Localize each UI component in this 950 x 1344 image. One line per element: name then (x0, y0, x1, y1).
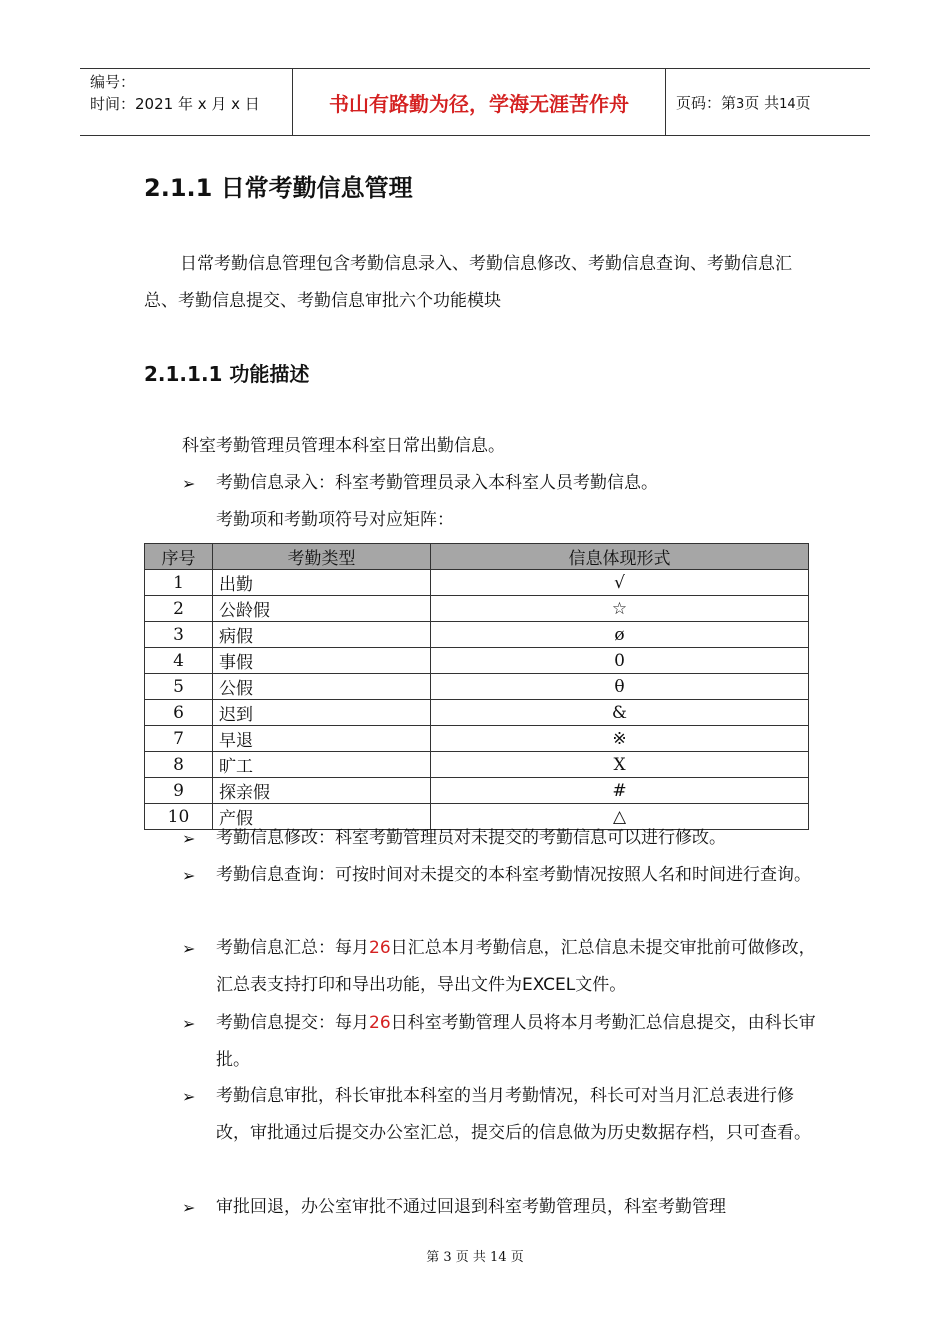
row-no: 1 (145, 570, 213, 596)
matrix-row (145, 752, 809, 778)
doc-time-label: 时间：2021 年 x 月 x 日 (90, 95, 260, 113)
bullet-text-part: 日科室考勤管理人员将本月考勤汇总信息提交，由科长审批。 (216, 1013, 816, 1070)
row-type: 公假 (213, 674, 431, 700)
matrix-row (145, 622, 809, 648)
bullet-rollback (182, 1189, 822, 1226)
submit-day: 26 (369, 1013, 391, 1033)
row-no: 7 (145, 726, 213, 752)
sub-heading: 2.1.1.1 功能描述 (144, 362, 310, 386)
row-symbol: θ (431, 674, 809, 700)
row-type: 事假 (213, 648, 431, 674)
matrix-row (145, 596, 809, 622)
description-paragraph: 科室考勤管理员管理本科室日常出勤信息。 (182, 436, 505, 456)
matrix-row (145, 700, 809, 726)
bullet-text: 审批回退，办公室审批不通过回退到科室考勤管理员，科室考勤管理 (216, 1197, 726, 1217)
row-symbol: √ (431, 570, 809, 596)
page-total: 14 (779, 96, 796, 112)
bullet-text-part: 考勤信息提交：每月 (216, 1013, 369, 1033)
page-suffix: 页 (795, 93, 811, 112)
bullet-entry (182, 465, 822, 502)
page-prefix: 页码：第 (676, 93, 737, 112)
row-type: 公龄假 (213, 596, 431, 622)
matrix-header-type: 考勤类型 (213, 544, 431, 570)
bullet-text-part: 考勤信息汇总：每月 (216, 938, 369, 958)
arrow-bullet-icon: ➢ (182, 1014, 196, 1033)
bullet-text-part: 日汇总本月考勤信息，汇总信息未提交审批前可做修改，汇总表支持打印和导出功能，导出文件为 (216, 938, 816, 995)
row-type: 产假 (213, 804, 431, 830)
bullet-text: 考勤信息修改：科室考勤管理员对未提交的考勤信息可以进行修改。 (216, 828, 726, 848)
matrix-row (145, 778, 809, 804)
row-symbol: ø (431, 622, 809, 648)
attendance-symbol-matrix (144, 543, 809, 830)
intro-paragraph: 日常考勤信息管理包含考勤信息录入、考勤信息修改、考勤信息查询、考勤信息汇总、考勤信息提交、考勤信息审批六个功能模块 (144, 254, 792, 311)
matrix-header-symbol: 信息体现形式 (431, 544, 809, 570)
row-no: 10 (145, 804, 213, 830)
arrow-bullet-icon: ➢ (182, 829, 196, 848)
row-no: 2 (145, 596, 213, 622)
row-no: 9 (145, 778, 213, 804)
page-footer: 第 3 页 共 14 页 (426, 1250, 524, 1265)
header-motto: 书山有路勤为径，学海无涯苦作舟 (293, 69, 666, 136)
section-heading: 2.1.1 日常考勤信息管理 (144, 174, 413, 202)
bullet-text: 考勤信息查询：可按时间对未提交的本科室考勤情况按照人名和时间进行查询。 (216, 865, 811, 885)
summary-day: 26 (369, 938, 391, 958)
bullet-text (216, 1005, 822, 1079)
row-type: 出勤 (213, 570, 431, 596)
excel-label: EXCEL (522, 975, 576, 995)
matrix-row (145, 726, 809, 752)
row-no: 6 (145, 700, 213, 726)
matrix-header-row (145, 544, 809, 570)
row-type: 旷工 (213, 752, 431, 778)
row-type: 迟到 (213, 700, 431, 726)
arrow-bullet-icon: ➢ (182, 1087, 196, 1106)
page-number: 3 (736, 96, 745, 112)
matrix-row (145, 570, 809, 596)
matrix-row (145, 674, 809, 700)
bullet-text: 考勤信息审批，科长审批本科室的当月考勤情况，科长可对当月汇总表进行修改，审批通过后提交办公室汇总，提交后的信息做为历史数据存档，只可查看。 (216, 1086, 811, 1143)
arrow-bullet-icon: ➢ (182, 474, 196, 493)
header-page-info (666, 69, 871, 136)
arrow-bullet-icon: ➢ (182, 939, 196, 958)
row-symbol: & (431, 700, 809, 726)
matrix-header-no: 序号 (145, 544, 213, 570)
bullet-summary (182, 930, 822, 1004)
row-symbol: ☆ (431, 596, 809, 622)
row-symbol: 0 (431, 648, 809, 674)
row-symbol: △ (431, 804, 809, 830)
matrix-row (145, 648, 809, 674)
row-no: 5 (145, 674, 213, 700)
row-type: 病假 (213, 622, 431, 648)
header-meta (80, 69, 293, 136)
bullet-query (182, 857, 822, 894)
row-type: 探亲假 (213, 778, 431, 804)
arrow-bullet-icon: ➢ (182, 1198, 196, 1217)
page-mid: 页 共 (744, 93, 780, 112)
bullet-modify (182, 820, 822, 857)
page-header (80, 68, 870, 136)
doc-code-label: 编号： (90, 73, 136, 91)
bullet-approve (182, 1078, 822, 1152)
row-no: 8 (145, 752, 213, 778)
row-type: 早退 (213, 726, 431, 752)
arrow-bullet-icon: ➢ (182, 866, 196, 885)
row-no: 3 (145, 622, 213, 648)
row-no: 4 (145, 648, 213, 674)
matrix-caption: 考勤项和考勤项符号对应矩阵： (216, 510, 454, 530)
bullet-text-part: 文件。 (575, 975, 627, 995)
row-symbol: # (431, 778, 809, 804)
bullet-text: 考勤信息录入：科室考勤管理员录入本科室人员考勤信息。 (216, 473, 658, 493)
row-symbol: ※ (431, 726, 809, 752)
row-symbol: X (431, 752, 809, 778)
bullet-submit (182, 1005, 822, 1079)
bullet-text (216, 930, 822, 1004)
